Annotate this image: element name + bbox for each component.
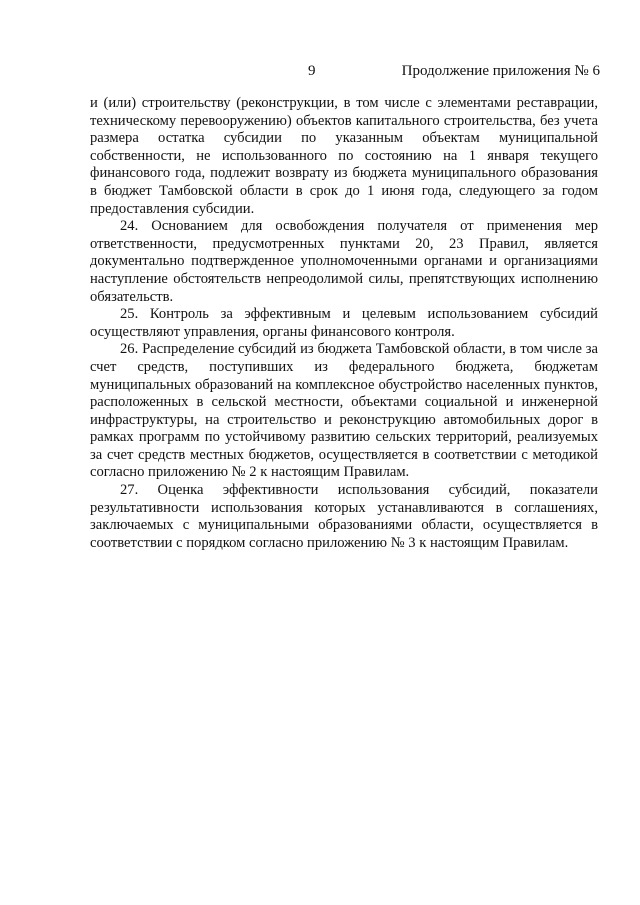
- paragraph-24: 24. Основанием для освобождения получателя от применения мер ответственности, предусмотренных пунктами 20, 23 Правил, является документально подтвержденное уполномоченными органами и организациями наступление обстоятельств непреодолимой силы, препятствующих исполнению обязательств.: [90, 218, 598, 305]
- appendix-continuation-note: Продолжение приложения № 6: [401, 63, 600, 79]
- paragraph-continuation: и (или) строительству (реконструкции, в том числе с элементами реставрации, техническому перевооружению) объектов капитального строительства, без учета размера остатка субсидии по указанным объектам муниципальной собственности, не использованного по состоянию на 1 января текущего финансового года, подлежит возврату из бюджета муниципального образования в бюджет Тамбовской области в срок до 1 июня года, следующего за годом предоставления субсидии.: [90, 95, 598, 217]
- document-body: [90, 95, 598, 552]
- paragraph-25: 25. Контроль за эффективным и целевым использованием субсидий осуществляют управления, органы финансового контроля.: [90, 306, 598, 340]
- paragraph-27: 27. Оценка эффективности использования субсидий, показатели результативности использования которых устанавливаются в соглашениях, заключаемых с муниципальными образованиями области, осуществляется в соответствии с порядком согласно приложению № 3 к настоящим Правилам.: [90, 482, 598, 551]
- page-number: 9: [308, 63, 316, 79]
- paragraph-26: 26. Распределение субсидий из бюджета Тамбовской области, в том числе за счет средств, поступивших из федерального бюджета, бюджетам муниципальных образований на комплексное обустройство населенных пунктов, расположенных в сельской местности, объектами социальной и инженерной инфраструктуры, на строительство и реконструкцию автомобильных дорог в рамках программ по устойчивому развитию сельских территорий, реализуемых за счет средств местных бюджетов, осуществляется в соответствии с методикой согласно приложению № 2 к настоящим Правилам.: [90, 341, 598, 481]
